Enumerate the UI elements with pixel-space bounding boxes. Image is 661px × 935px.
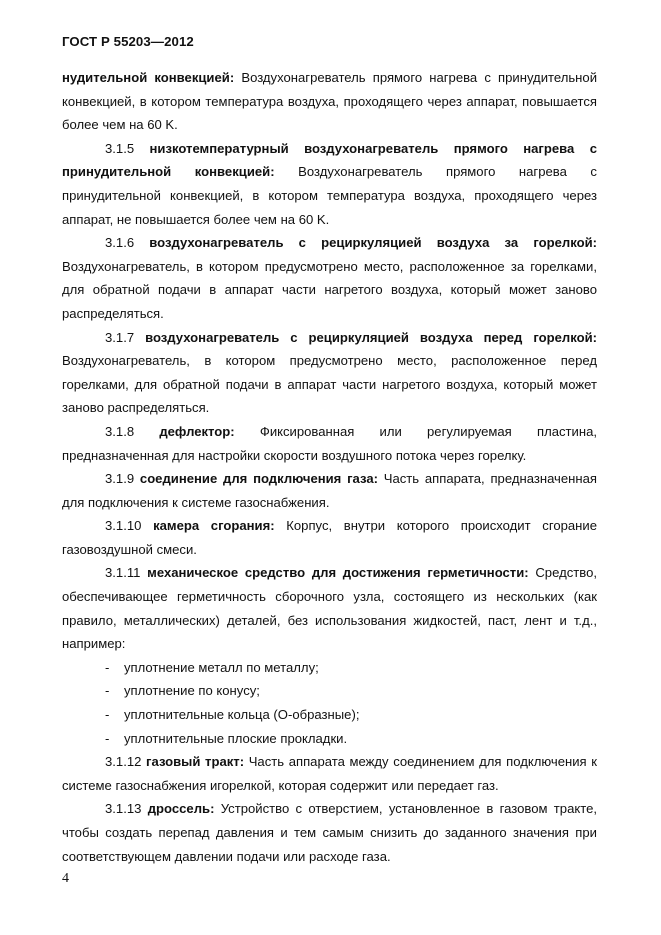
- clause-number: 3.1.10: [105, 518, 142, 534]
- term: камера сгорания:: [153, 518, 275, 534]
- paragraph-3-1-9: [62, 467, 597, 514]
- list-item: - уплотнение металл по металлу;: [62, 656, 597, 680]
- clause-number: 3.1.12: [105, 754, 142, 770]
- definition: Воздухонагреватель, в котором предусмотрено место, расположенное за горелками, для обратной подачи в аппарат части нагретого воздуха, который может заново распределяться.: [62, 258, 597, 321]
- sealing-methods-list: [62, 656, 597, 750]
- term: воздухонагреватель с рециркуляцией воздуха за горелкой:: [149, 235, 597, 251]
- definition: Корпус, внутри которого происходит сгорание газовоздушной смеси.: [62, 518, 597, 557]
- paragraph-3-1-13: [62, 797, 597, 868]
- term: воздухонагреватель с рециркуляцией воздуха перед горелкой:: [145, 329, 597, 345]
- dash-bullet: -: [105, 707, 110, 723]
- term: низкотемпературный воздухонагреватель прямого нагрева с принудительной конвекцией:: [62, 140, 597, 180]
- clause-number: 3.1.6: [105, 235, 135, 251]
- definition: Воздухонагреватель, в котором предусмотрено место, расположенное перед горелками, для обратной подачи в аппарат части нагретого воздуха, который может заново распределяться.: [62, 353, 597, 416]
- paragraph-3-1-6: [62, 231, 597, 325]
- list-item: - уплотнение по конусу;: [62, 679, 597, 703]
- term: дроссель:: [147, 801, 215, 817]
- document-body: [62, 66, 597, 868]
- paragraph-3-1-8: [62, 420, 597, 467]
- paragraph-3-1-11: [62, 561, 597, 655]
- list-item: - уплотнительные плоские прокладки.: [62, 727, 597, 751]
- term: дефлектор:: [159, 423, 235, 439]
- definition: Средство, обеспечивающее герметичность сборочного узла, состоящего из нескольких (как правило, металлических) деталей, без использования жидкостей, паст, лент и т.д., например:: [62, 565, 597, 652]
- paragraph-3-1-5: [62, 137, 597, 231]
- term: соединение для подключения газа:: [139, 471, 378, 487]
- definition: Часть аппарата между соединением для подключения к системе газоснабжения игорелкой, которая содержит или передает газ.: [62, 754, 597, 793]
- term: нудительной конвекцией:: [62, 70, 235, 85]
- definition: Воздухонагреватель прямого нагрева с принудительной конвекцией, в котором температура воздуха, проходящего через аппарат, не повышается более чем на 60 K.: [62, 164, 597, 227]
- clause-number: 3.1.11: [105, 565, 141, 581]
- clause-number: 3.1.13: [105, 801, 142, 817]
- paragraph-3-1-7: [62, 326, 597, 420]
- clause-number: 3.1.7: [105, 329, 135, 345]
- definition: Часть аппарата, предназначенная для подключения к системе газоснабжения.: [62, 471, 597, 510]
- clause-number: 3.1.5: [105, 140, 135, 156]
- paragraph-3-1-10: [62, 514, 597, 561]
- term: механическое средство для достижения герметичности:: [147, 565, 529, 581]
- paragraph-3-1-4-continued: [62, 66, 597, 137]
- definition: Фиксированная или регулируемая пластина, предназначенная для настройки скорости воздушного потока через горелку.: [62, 423, 597, 463]
- clause-number: 3.1.9: [105, 471, 135, 487]
- paragraph-3-1-12: [62, 750, 597, 797]
- term: газовый тракт:: [146, 754, 245, 770]
- page-number: 4: [62, 871, 69, 886]
- definition: Воздухонагреватель прямого нагрева с принудительной конвекцией, в котором температура воздуха, проходящего через аппарат, повышается более чем на 60 K.: [62, 70, 598, 133]
- clause-number: 3.1.8: [105, 423, 135, 439]
- definition: Устройство с отверстием, установленное в газовом тракте, чтобы создать перепад давления и тем самым снизить до заданного значения при соответствующем давлении подачи или расходе газа.: [62, 801, 597, 864]
- dash-bullet: -: [105, 683, 110, 699]
- document-header: ГОСТ Р 55203—2012: [62, 34, 194, 49]
- dash-bullet: -: [105, 659, 110, 675]
- dash-bullet: -: [105, 730, 110, 746]
- list-item: - уплотнительные кольца (О-образные);: [62, 703, 597, 727]
